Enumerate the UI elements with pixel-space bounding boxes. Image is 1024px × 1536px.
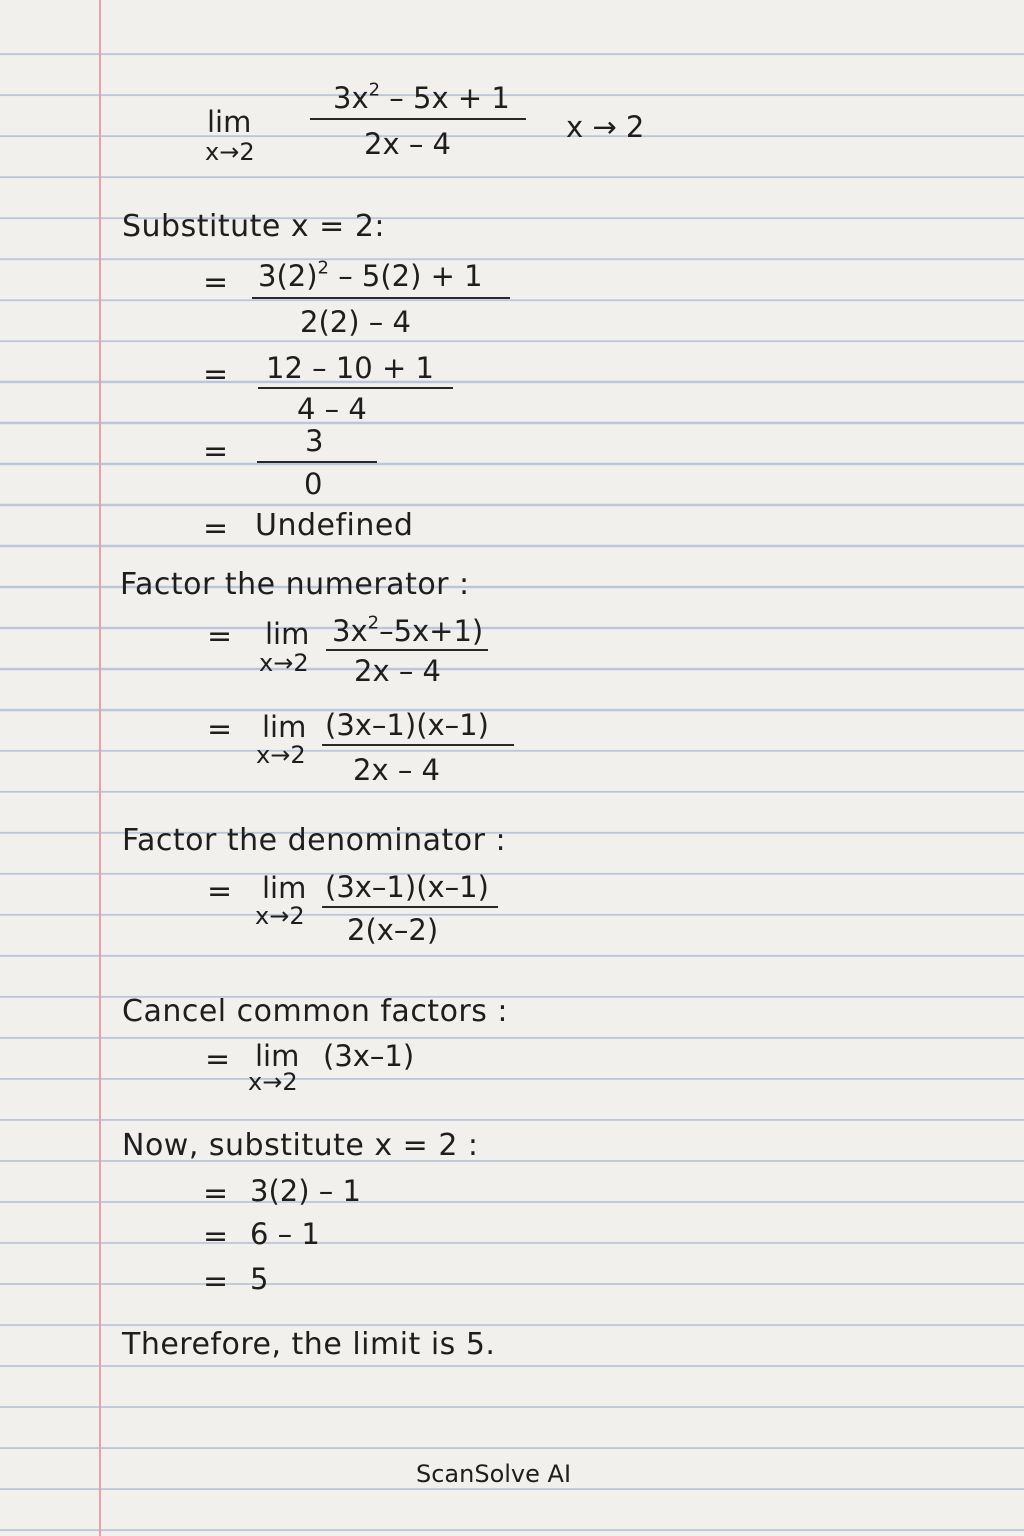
conclusion: Therefore, the limit is 5.: [122, 1327, 496, 1362]
step3-bar: [322, 906, 498, 908]
step3-sub: x→2: [255, 902, 305, 930]
step2-line1-lim: lim: [265, 617, 310, 651]
step2-line1-sub: x→2: [259, 649, 309, 677]
problem-numerator: $3x^2 - 5x + 1$: [333, 79, 510, 115]
step1-line2-den: 4 – 4: [297, 392, 367, 426]
problem-lim-sub: x→2: [205, 138, 255, 166]
step2-line1-bar: [326, 649, 488, 651]
step5-eq-2: =: [203, 1219, 229, 1254]
step1-line3-bar: [257, 461, 377, 463]
step4-heading: Cancel common factors :: [122, 994, 509, 1029]
step1-line1-num: $3(2)^2 - 5(2) + 1$: [258, 257, 483, 293]
step2-eq-1: =: [207, 619, 233, 654]
step1-line1-den: 2(2) – 4: [300, 305, 411, 339]
step4-lim: lim: [255, 1039, 300, 1073]
problem-lim: lim: [207, 105, 252, 139]
problem-fraction-bar: [310, 118, 526, 120]
step2-line1-den: 2x – 4: [354, 654, 441, 688]
step1-eq-3: =: [203, 434, 229, 469]
footer-brand: ScanSolve AI: [416, 1460, 572, 1488]
step3-num: (3x–1)(x–1): [325, 870, 489, 904]
step5-eq-3: =: [203, 1264, 229, 1299]
step3-eq-1: =: [207, 874, 233, 909]
step5-line2: 6 – 1: [250, 1217, 320, 1251]
step2-eq-2: =: [207, 712, 233, 747]
step2-line2-bar: [322, 744, 514, 746]
step4-expr: (3x–1): [323, 1039, 415, 1073]
step2-heading: Factor the numerator :: [120, 567, 470, 602]
step1-eq-4: =: [203, 511, 229, 546]
step4-sub: x→2: [248, 1068, 298, 1096]
step1-eq-2: =: [203, 357, 229, 392]
step5-eq-1: =: [203, 1176, 229, 1211]
step3-heading: Factor the denominator :: [122, 823, 507, 858]
step5-heading: Now, substitute x = 2 :: [122, 1128, 479, 1163]
step2-line2-den: 2x – 4: [353, 753, 440, 787]
step1-line2-num: 12 – 10 + 1: [266, 351, 434, 385]
problem-denominator: 2x – 4: [364, 127, 451, 161]
step1-line1-bar: [252, 297, 510, 299]
step2-line2-sub: x→2: [256, 741, 306, 769]
step3-lim: lim: [262, 871, 307, 905]
margin-line: [99, 0, 101, 1536]
step5-line3: 5: [250, 1262, 269, 1296]
step1-line3-den: 0: [304, 467, 323, 501]
step1-line2-bar: [258, 387, 453, 389]
step2-line1-num: $3x^2-5x+1$): [332, 612, 484, 648]
step4-eq-1: =: [205, 1042, 231, 1077]
step2-line2-num: (3x–1)(x–1): [325, 708, 489, 742]
step1-undefined: Undefined: [255, 508, 414, 543]
problem-approach: x → 2: [566, 110, 645, 144]
step1-heading: Substitute x = 2:: [122, 209, 386, 244]
step1-line3-num: 3: [305, 424, 324, 458]
step3-den: 2(x–2): [347, 913, 439, 947]
step5-line1: 3(2) – 1: [250, 1174, 361, 1208]
step1-eq-1: =: [203, 265, 229, 300]
step2-line2-lim: lim: [262, 710, 307, 744]
